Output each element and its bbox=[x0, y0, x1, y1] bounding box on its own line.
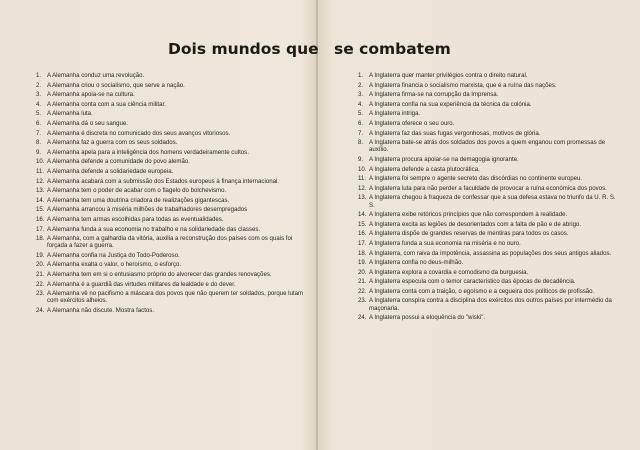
england-item bbox=[358, 139, 620, 153]
germany-item bbox=[36, 197, 304, 204]
germany-item-text: A Alemanha conduz uma revolução. bbox=[47, 72, 145, 79]
england-item bbox=[358, 221, 620, 228]
germany-list bbox=[36, 72, 304, 317]
germany-item-text: A Alemanha dá o seu sangue. bbox=[47, 119, 128, 127]
england-item bbox=[358, 72, 620, 79]
england-item-text: A Inglaterra especula com o temor característico das épocas de decadência. bbox=[369, 278, 576, 286]
england-item bbox=[358, 240, 620, 247]
germany-item-number: 21. bbox=[36, 271, 45, 279]
england-item-text: A Inglaterra foi sempre o agente secreto das discórdias no continente europeu. bbox=[369, 175, 583, 183]
england-item bbox=[358, 314, 620, 321]
germany-item-number: 11. bbox=[36, 167, 45, 175]
england-item-number: 8. bbox=[358, 139, 364, 147]
england-list bbox=[358, 72, 620, 324]
england-item-text: A Inglaterra procura apoiar-se na demagogia ignorante. bbox=[369, 155, 519, 163]
germany-item-number: 19. bbox=[36, 251, 45, 259]
germany-item-text: A Alemanha apoia-se na cultura. bbox=[47, 91, 135, 99]
germany-item-text: A Alemanha criou o socialismo, que serve a nação. bbox=[47, 81, 185, 89]
england-item-number: 4. bbox=[358, 100, 364, 108]
germany-item bbox=[36, 261, 304, 268]
england-item bbox=[358, 185, 620, 192]
germany-item bbox=[36, 216, 304, 223]
england-item bbox=[358, 166, 620, 173]
england-item-number: 9. bbox=[358, 155, 364, 163]
england-item-text: A Inglaterra faz das suas fugas vergonhosas, motivos de glória. bbox=[369, 129, 541, 137]
germany-item-text: A Alemanha vê no pacifismo a máscara dos povos que não querem ter soldados, porque lutam com exércitos alheios. bbox=[47, 290, 304, 305]
england-item bbox=[358, 211, 620, 218]
england-item-number: 10. bbox=[358, 165, 367, 173]
england-item-number: 18. bbox=[358, 249, 367, 257]
england-item-number: 6. bbox=[358, 119, 364, 127]
germany-item-number: 10. bbox=[36, 158, 45, 166]
germany-item bbox=[36, 307, 304, 314]
england-item bbox=[358, 250, 620, 257]
germany-item-number: 23. bbox=[36, 290, 45, 298]
germany-item bbox=[36, 178, 304, 185]
germany-item-number: 15. bbox=[36, 206, 45, 214]
germany-item-text: A Alemanha conta com a sua ciência militar. bbox=[47, 100, 166, 108]
germany-item-number: 17. bbox=[36, 225, 45, 233]
germany-item-number: 5. bbox=[36, 110, 42, 118]
germany-item-number: 8. bbox=[36, 139, 42, 147]
germany-item-number: 13. bbox=[36, 187, 45, 195]
england-item bbox=[358, 120, 620, 127]
germany-item-number: 22. bbox=[36, 280, 45, 288]
germany-item-number: 14. bbox=[36, 196, 45, 204]
england-item bbox=[358, 82, 620, 89]
title-part-2: se combatem bbox=[334, 40, 451, 58]
germany-item bbox=[36, 206, 304, 213]
germany-item bbox=[36, 290, 304, 304]
england-item-text: A Inglaterra, com raiva da impotência, assassina as populações dos seus antigos aliados. bbox=[369, 249, 612, 257]
england-item-number: 11. bbox=[358, 175, 367, 183]
germany-item bbox=[36, 252, 304, 259]
germany-item-text: A Alemanha, com a galhardia da vitória, auxilia a reconstrução dos países com os quais foi forçada a fazer a guerra. bbox=[47, 235, 293, 250]
england-item-number: 22. bbox=[358, 287, 367, 295]
england-item bbox=[358, 269, 620, 276]
england-item-number: 21. bbox=[358, 278, 367, 286]
germany-item bbox=[36, 110, 304, 117]
england-item-text: A Inglaterra chegou à fraqueza de confessar que a sua defesa estava no triunfo da U. R. S. S. bbox=[369, 194, 616, 209]
germany-item-text: A Alemanha faz a guerra com os seus soldados. bbox=[47, 139, 178, 147]
germany-item bbox=[36, 226, 304, 233]
england-item bbox=[358, 259, 620, 266]
england-item-text: A Inglaterra excita as legiões de desorientados com a falta de pão e de abrigo. bbox=[369, 220, 582, 228]
germany-item bbox=[36, 91, 304, 98]
germany-item-number: 6. bbox=[36, 119, 42, 127]
germany-item-text: A Alemanha exalta o valor, o heroísmo, o esforço. bbox=[47, 261, 182, 269]
england-item-number: 3. bbox=[358, 91, 364, 99]
germany-item-text: A Alemanha não discute. Mostra factos. bbox=[47, 307, 155, 315]
england-item-number: 13. bbox=[358, 194, 367, 202]
germany-item-number: 7. bbox=[36, 129, 42, 137]
germany-item-number: 1. bbox=[36, 72, 42, 79]
england-item-text: A Inglaterra possui a eloquência do "wiski". bbox=[369, 314, 486, 322]
england-item-number: 17. bbox=[358, 239, 367, 247]
germany-item-number: 9. bbox=[36, 148, 42, 156]
england-item-text: A Inglaterra confia no deus-milhão. bbox=[369, 259, 464, 267]
germany-item bbox=[36, 139, 304, 146]
germany-item bbox=[36, 235, 304, 249]
germany-item bbox=[36, 158, 304, 165]
germany-item-text: A Alemanha apela para a inteligência dos homens verdadeiramente cultos. bbox=[47, 148, 249, 156]
england-item bbox=[358, 130, 620, 137]
germany-item-number: 3. bbox=[36, 91, 42, 99]
england-item-number: 24. bbox=[358, 314, 367, 322]
england-item-number: 19. bbox=[358, 259, 367, 267]
germany-item-text: A Alemanha defende a comunidade do povo alemão. bbox=[47, 158, 190, 166]
england-item bbox=[358, 278, 620, 285]
england-item bbox=[358, 175, 620, 182]
england-item-number: 5. bbox=[358, 110, 364, 118]
england-item-text: A Inglaterra explora a covardia e comodismo da burguesia. bbox=[369, 268, 529, 276]
england-item-text: A Inglaterra financia o socialismo marxista, que é a ruína das nações. bbox=[369, 81, 557, 89]
england-item bbox=[358, 91, 620, 98]
england-item-number: 15. bbox=[358, 220, 367, 228]
england-item-text: A Inglaterra luta para não perder a faculdade de provocar a ruína económica dos povos. bbox=[369, 184, 607, 192]
germany-item bbox=[36, 281, 304, 288]
england-item-text: A Inglaterra quer manter privilégios contra o direito natural. bbox=[369, 72, 528, 79]
germany-item-text: A Alemanha arrancou à miséria milhões de trabalhadores desempregados bbox=[47, 206, 248, 214]
germany-item bbox=[36, 82, 304, 89]
england-item-text: A Inglaterra confia na sua experiência da técnica da colónia. bbox=[369, 100, 532, 108]
germany-item-text: A Alemanha tem em si o entusiasmo próprio do alvorecer das grandes renovações. bbox=[47, 271, 272, 279]
england-item bbox=[358, 110, 620, 117]
germany-item-number: 20. bbox=[36, 261, 45, 269]
germany-item-text: A Alemanha confia na Justiça do Todo-Poderoso. bbox=[47, 251, 180, 259]
title-part-1: Dois mundos que bbox=[168, 40, 319, 58]
germany-item bbox=[36, 101, 304, 108]
england-item-number: 12. bbox=[358, 184, 367, 192]
germany-item bbox=[36, 130, 304, 137]
germany-item-number: 16. bbox=[36, 215, 45, 223]
england-item-text: A Inglaterra conspira contra a disciplina dos exércitos dos outros países por intermédio da maçonaria. bbox=[369, 297, 612, 312]
england-item-text: A Inglaterra defende a casta plutocrática. bbox=[369, 165, 480, 173]
england-item bbox=[358, 230, 620, 237]
england-item bbox=[358, 194, 620, 208]
germany-item-number: 18. bbox=[36, 235, 45, 243]
england-item-text: A Inglaterra exibe retóricos princípios que não correspondem à realidade. bbox=[369, 211, 568, 219]
england-item-number: 14. bbox=[358, 211, 367, 219]
england-item-text: A Inglaterra conta com a traição, o egoísmo e a cegueira dos políticos de profissão. bbox=[369, 287, 595, 295]
england-item-number: 7. bbox=[358, 129, 364, 137]
england-item-text: A Inglaterra dispõe de grandes reservas de mentiras para todos os casos. bbox=[369, 230, 569, 238]
center-fold bbox=[316, 0, 318, 450]
england-item bbox=[358, 156, 620, 163]
germany-item-number: 24. bbox=[36, 307, 45, 315]
england-item bbox=[358, 101, 620, 108]
england-item-number: 2. bbox=[358, 81, 364, 89]
germany-item-text: A Alemanha tem armas escolhidas para todas as eventualidades. bbox=[47, 215, 224, 223]
england-item-text: A Inglaterra firma-se na corrupção da Imprensa. bbox=[369, 91, 499, 99]
germany-item bbox=[36, 187, 304, 194]
england-item bbox=[358, 297, 620, 311]
germany-item-text: A Alemanha tem o poder de acabar com o flagelo do bolchevismo. bbox=[47, 187, 227, 195]
england-item-text: A Inglaterra funda a sua economia na miséria e no ouro. bbox=[369, 239, 521, 247]
germany-item bbox=[36, 72, 304, 79]
germany-item bbox=[36, 120, 304, 127]
germany-item-text: A Alemanha acabará com a submissão dos Estados europeus à finança internacional. bbox=[47, 177, 280, 185]
germany-item-text: A Alemanha é a guardiã das virtudes militares da lealdade e do dever. bbox=[47, 280, 236, 288]
england-item-number: 1. bbox=[358, 72, 364, 79]
germany-item-text: A Alemanha defende a solidariedade europeia. bbox=[47, 167, 174, 175]
germany-item bbox=[36, 149, 304, 156]
england-item-text: A Inglaterra oferece o seu ouro. bbox=[369, 119, 455, 127]
england-item bbox=[358, 288, 620, 295]
germany-item-number: 12. bbox=[36, 177, 45, 185]
germany-item bbox=[36, 168, 304, 175]
england-item-number: 23. bbox=[358, 297, 367, 305]
germany-item-text: A Alemanha é discreta no comunicado dos seus avanços vitoriosos. bbox=[47, 129, 231, 137]
germany-item-text: A Alemanha funda a sua economia no trabalho e na solidariedade das classes. bbox=[47, 225, 261, 233]
england-item-number: 20. bbox=[358, 268, 367, 276]
england-item-text: A Inglaterra intriga. bbox=[369, 110, 421, 118]
germany-item-number: 4. bbox=[36, 100, 42, 108]
england-item-number: 16. bbox=[358, 230, 367, 238]
germany-item-number: 2. bbox=[36, 81, 42, 89]
germany-item-text: A Alemanha luta. bbox=[47, 110, 93, 118]
germany-item bbox=[36, 271, 304, 278]
england-item-text: A Inglaterra bate-se atrás dos soldados dos povos a quem enganou com promessas de auxílio. bbox=[369, 139, 606, 154]
germany-item-text: A Alemanha tem uma doutrina criadora de realizações gigantescas. bbox=[47, 196, 230, 204]
